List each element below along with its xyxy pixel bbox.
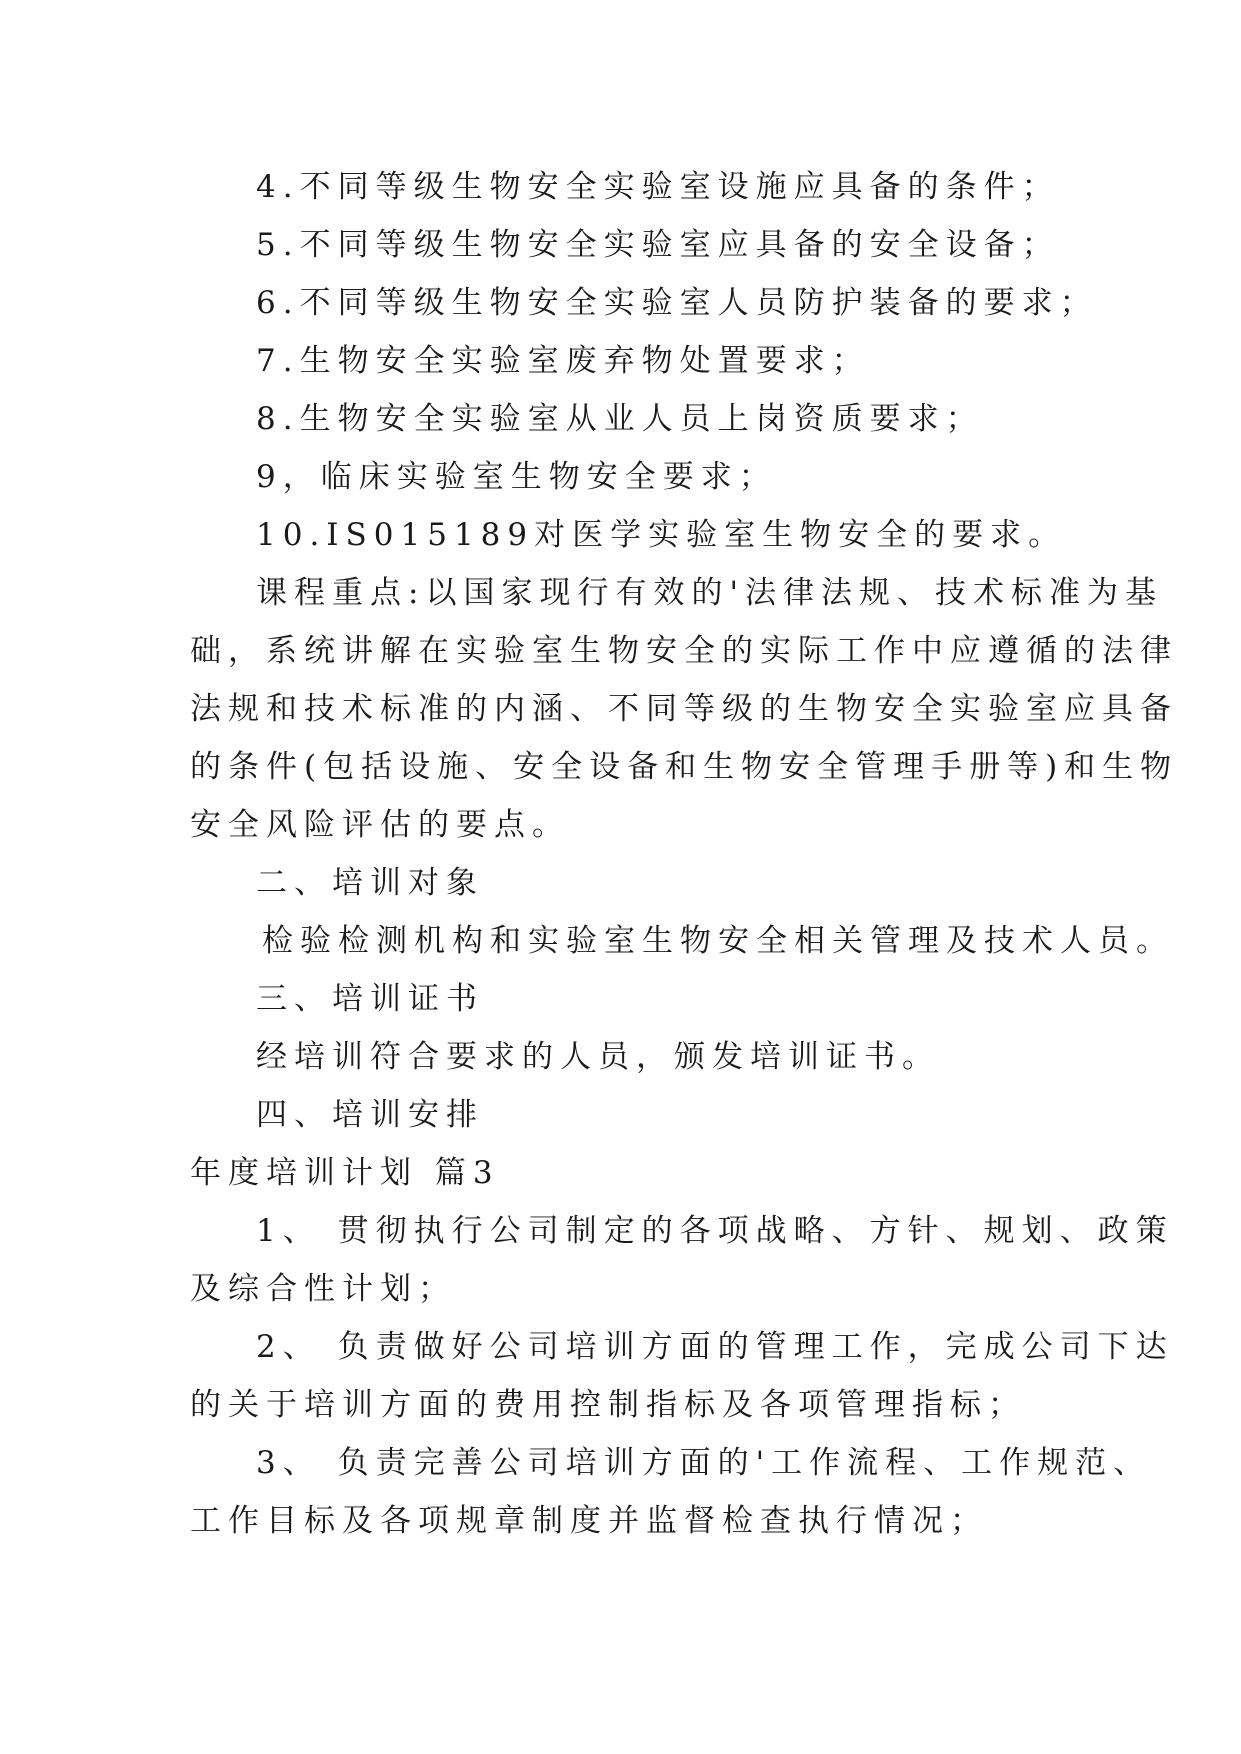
list-item-5: 5.不同等级生物安全实验室应具备的安全设备； <box>256 227 1060 263</box>
paragraph-line: 安全风险评估的要点。 <box>190 807 570 843</box>
paragraph-line: 础，系统讲解在实验室生物安全的实际工作中应遵循的法律 <box>190 633 1178 669</box>
paragraph-line: 检验检测机构和实验室生物安全相关管理及技术人员。 <box>262 923 1174 959</box>
list-item-9: 9，临床实验室生物安全要求； <box>256 459 777 495</box>
paragraph-line: 的关于培训方面的费用控制指标及各项管理指标； <box>190 1387 1026 1423</box>
document-heading: 年度培训计划 篇3 <box>190 1155 500 1191</box>
paragraph-line: 工作目标及各项规章制度并监督检查执行情况； <box>190 1503 988 1539</box>
section-heading: 三、培训证书 <box>256 981 484 1017</box>
section-heading: 二、培训对象 <box>256 865 484 901</box>
list-item-6: 6.不同等级生物安全实验室人员防护装备的要求； <box>256 285 1098 321</box>
list-item-7: 7.生物安全实验室废弃物处置要求； <box>256 343 870 379</box>
paragraph-line: 法规和技术标准的内涵、不同等级的生物安全实验室应具备 <box>190 691 1178 727</box>
section-heading: 四、培训安排 <box>256 1097 484 1133</box>
list-item-4: 4.不同等级生物安全实验室设施应具备的条件； <box>256 169 1060 205</box>
paragraph-line: 课程重点:以国家现行有效的'法律法规、技术标准为基 <box>256 575 1163 611</box>
paragraph-line: 1、 贯彻执行公司制定的各项战略、方针、规划、政策 <box>256 1213 1174 1249</box>
paragraph-line: 及综合性计划； <box>190 1271 456 1307</box>
paragraph-line: 经培训符合要求的人员，颁发培训证书。 <box>256 1039 940 1075</box>
paragraph-line: 的条件(包括设施、安全设备和生物安全管理手册等)和生物 <box>190 749 1179 785</box>
list-item-10: 10.IS015189对医学实验室生物安全的要求。 <box>256 517 1067 553</box>
list-item-8: 8.生物安全实验室从业人员上岗资质要求； <box>256 401 984 437</box>
paragraph-line: 3、 负责完善公司培训方面的'工作流程、工作规范、 <box>256 1445 1152 1481</box>
paragraph-line: 2、 负责做好公司培训方面的管理工作，完成公司下达 <box>256 1329 1174 1365</box>
